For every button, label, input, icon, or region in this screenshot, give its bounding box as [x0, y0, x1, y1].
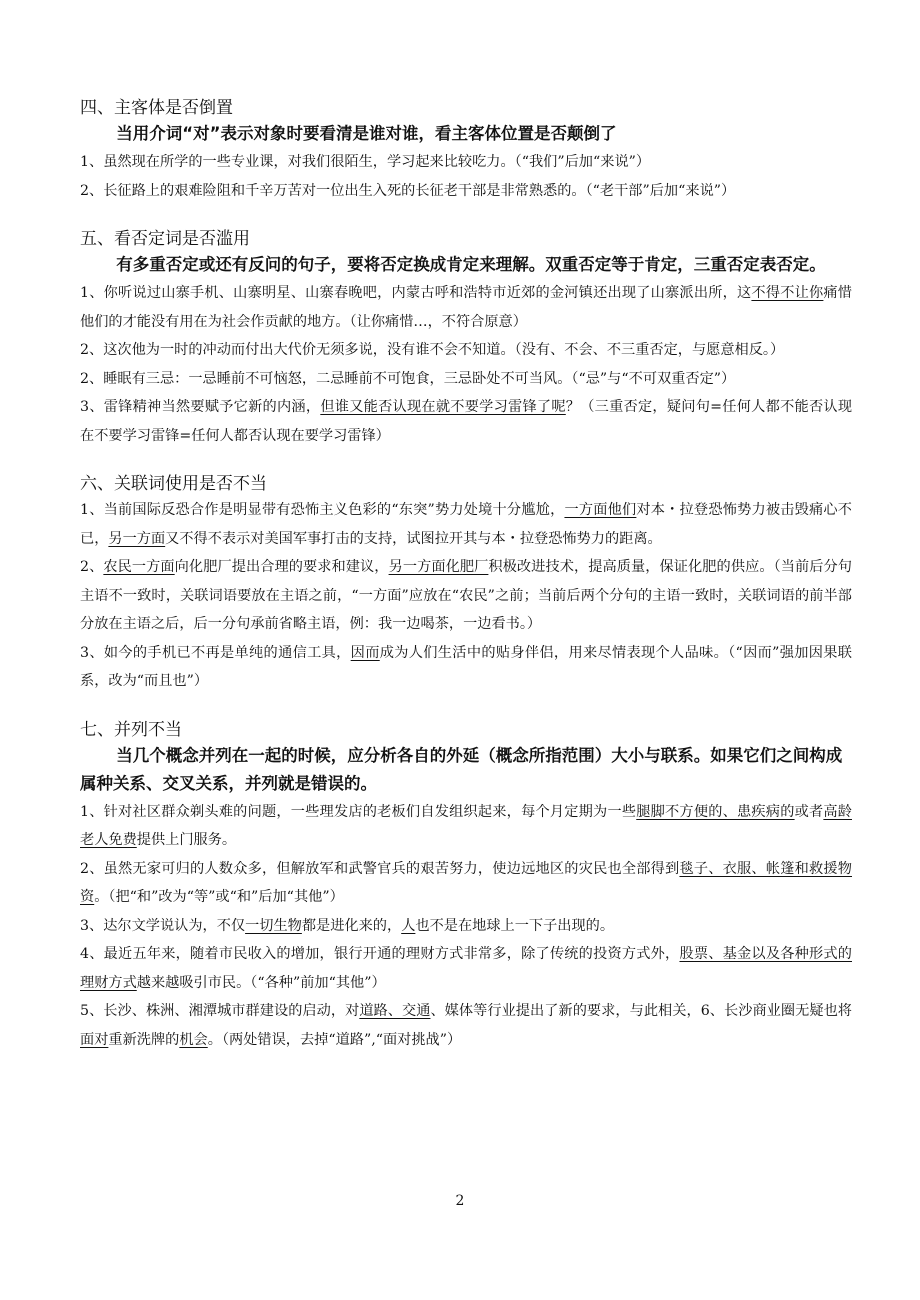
underlined-text: 另一方面化肥厂: [388, 559, 489, 575]
text-run: 又不得不表示对美国军事打击的支持，试图拉开其与本・拉登恐怖势力的距离。: [165, 530, 662, 547]
section-6: [80, 472, 852, 696]
text-run: 成为人们生活中的贴身伴侣，用来尽情表现个人品味。（“因而”强加因果联系，改为“而且也”）: [80, 644, 852, 689]
text-run: 越来越吸引市民。（“各种”前加“其他”）: [136, 974, 386, 991]
underlined-text: 毯子、衣服、帐篷和救援物资: [80, 860, 852, 905]
text-run: 1、针对社区群众剃头难的问题，一些理发店的老板们自发组织起来，每个月定期为一些: [80, 803, 637, 820]
example-item: [80, 496, 852, 553]
underlined-text: 一方面他们: [564, 502, 637, 518]
section-rule: 有多重否定或还有反问的句子，要将否定换成肯定来理解。双重否定等于肯定，三重否定表否定。: [116, 255, 826, 274]
page-number: 2: [455, 1193, 465, 1209]
underlined-text: 因而: [350, 644, 380, 661]
underlined-text: 人: [401, 917, 416, 934]
underlined-text: 但谁又能否认现在就不要学习雷锋了呢: [320, 399, 566, 415]
underlined-text: 另一方面: [108, 530, 166, 547]
section-rule: 当用介词“对”表示对象时要看清是谁对谁，看主客体位置是否颠倒了: [116, 124, 617, 143]
text-run: 痛惜他们的才能没有用在为社会作贡献的地方。（让你痛惜…，不符合原意）: [80, 285, 852, 330]
example-item: [80, 148, 852, 177]
text-run: 2、: [80, 559, 104, 575]
section-4: [80, 96, 852, 205]
example-item: [80, 855, 852, 912]
text-run: 2、这次他为一时的冲动而付出大代价无须多说，没有谁不会不知道。（没有、不会、不三重否定，与愿意相反。）: [80, 342, 785, 358]
text-run: 4、最近五年来，随着市民收入的增加，银行开通的理财方式非常多，除了传统的投资方式外，: [80, 946, 680, 962]
underlined-text: 高龄老人免费: [80, 803, 852, 848]
document-body: [80, 96, 852, 1076]
example-item: [80, 912, 852, 941]
text-run: 3、如今的手机已不再是单纯的通信工具，: [80, 644, 351, 661]
section-rule: 当几个概念并列在一起的时候，应分析各自的外延（概念所指范围）大小与联系。如果它们之间构成属种关系、交叉关系，并列就是错误的。: [80, 745, 843, 793]
text-run: 向化肥厂提出合理的要求和建议，: [174, 559, 389, 575]
underlined-text: 不得不让你: [751, 285, 824, 301]
underlined-text: 股票、基金以及各种形式的理财方式: [80, 946, 852, 991]
underlined-text: 农民一方面: [103, 559, 175, 575]
example-item: [80, 553, 852, 639]
example-item: [80, 639, 852, 696]
text-run: 都是进化来的，: [301, 917, 402, 934]
text-run: 2、虽然无家可归的人数众多，但解放军和武警官兵的艰苦努力，使边远地区的灾民也全部得到: [80, 860, 680, 877]
section-title: 六、关联词使用是否不当: [80, 474, 267, 494]
text-run: 也不是在地球上一下子出现的。: [415, 917, 615, 934]
text-run: 3、雷锋精神当然要赋予它新的内涵，: [80, 399, 321, 415]
text-run: 重新洗牌的: [108, 1031, 180, 1048]
section-title: 四、主客体是否倒置: [80, 98, 233, 118]
underlined-text: 一切生物: [245, 917, 302, 934]
text-run: 1、当前国际反恐合作是明显带有恐怖主义色彩的“东突”势力处境十分尴尬，: [80, 502, 565, 518]
text-run: 或者: [794, 803, 824, 820]
text-run: 对本・拉登恐怖势力被击毁痛心不已，: [80, 502, 852, 547]
underlined-text: 机会: [179, 1031, 208, 1048]
text-run: 1、你听说过山寨手机、山寨明星、山寨春晚吧，内蒙古呼和浩特市近郊的金河镇还出现了山寨派出所，这: [80, 285, 752, 301]
example-item: [80, 997, 852, 1054]
underlined-text: 道路、交通: [359, 1003, 431, 1019]
example-item: [80, 279, 852, 336]
text-run: ？（三重否定，疑问句=任何人都不能否认现在不要学习雷锋=任何人都否认现在要学习雷锋）: [80, 399, 853, 444]
underlined-text: 面对: [80, 1031, 109, 1048]
text-run: 5、长沙、株洲、湘潭城市群建设的启动，对: [80, 1003, 360, 1019]
underlined-text: 腿脚不方便的、患疾病的: [636, 803, 795, 820]
section-title: 五、看否定词是否滥用: [80, 229, 250, 249]
text-run: 3、达尔文学说认为，不仅: [80, 917, 246, 934]
text-run: 2、长征路上的艰难险阻和千辛万苦对一位出生入死的长征老干部是非常熟悉的。（“老干部”后加“来说”）: [80, 182, 736, 199]
example-item: [80, 393, 852, 450]
example-item: [80, 177, 852, 206]
text-run: 。（把“和”改为“等”或“和”后加“其他”）: [94, 889, 344, 905]
text-run: 、媒体等行业提出了新的要求，与此相关，6、长沙商业圈无疑也将: [430, 1003, 852, 1019]
example-item: [80, 336, 852, 365]
example-item: [80, 365, 852, 394]
text-run: 1、虽然现在所学的一些专业课，对我们很陌生，学习起来比较吃力。（“我们”后加“来说”）: [80, 154, 651, 170]
section-title: 七、并列不当: [80, 719, 182, 740]
text-run: 积极改进技术，提高质量，保证化肥的供应。（当前后分句主语不一致时，关联词语要放在主语之前，“一方面”应放在“农民”之前；当前后两个分句的主语一致时，关联词语的前半部分放在主语之后，后一分句承前省略主语，例：我一边喝茶，一边看书。）: [80, 559, 852, 632]
example-item: [80, 940, 852, 997]
text-run: 提供上门服务。: [136, 832, 237, 848]
section-7: [80, 718, 852, 1055]
text-run: 2、睡眠有三忌：一忌睡前不可恼怒，二忌睡前不可饱食，三忌卧处不可当风。（“忌”与“不可双重否定”）: [80, 370, 736, 387]
text-run: 。（两处错误，去掉“道路”,“面对挑战”）: [207, 1031, 462, 1048]
section-5: [80, 227, 852, 450]
example-item: [80, 798, 852, 855]
